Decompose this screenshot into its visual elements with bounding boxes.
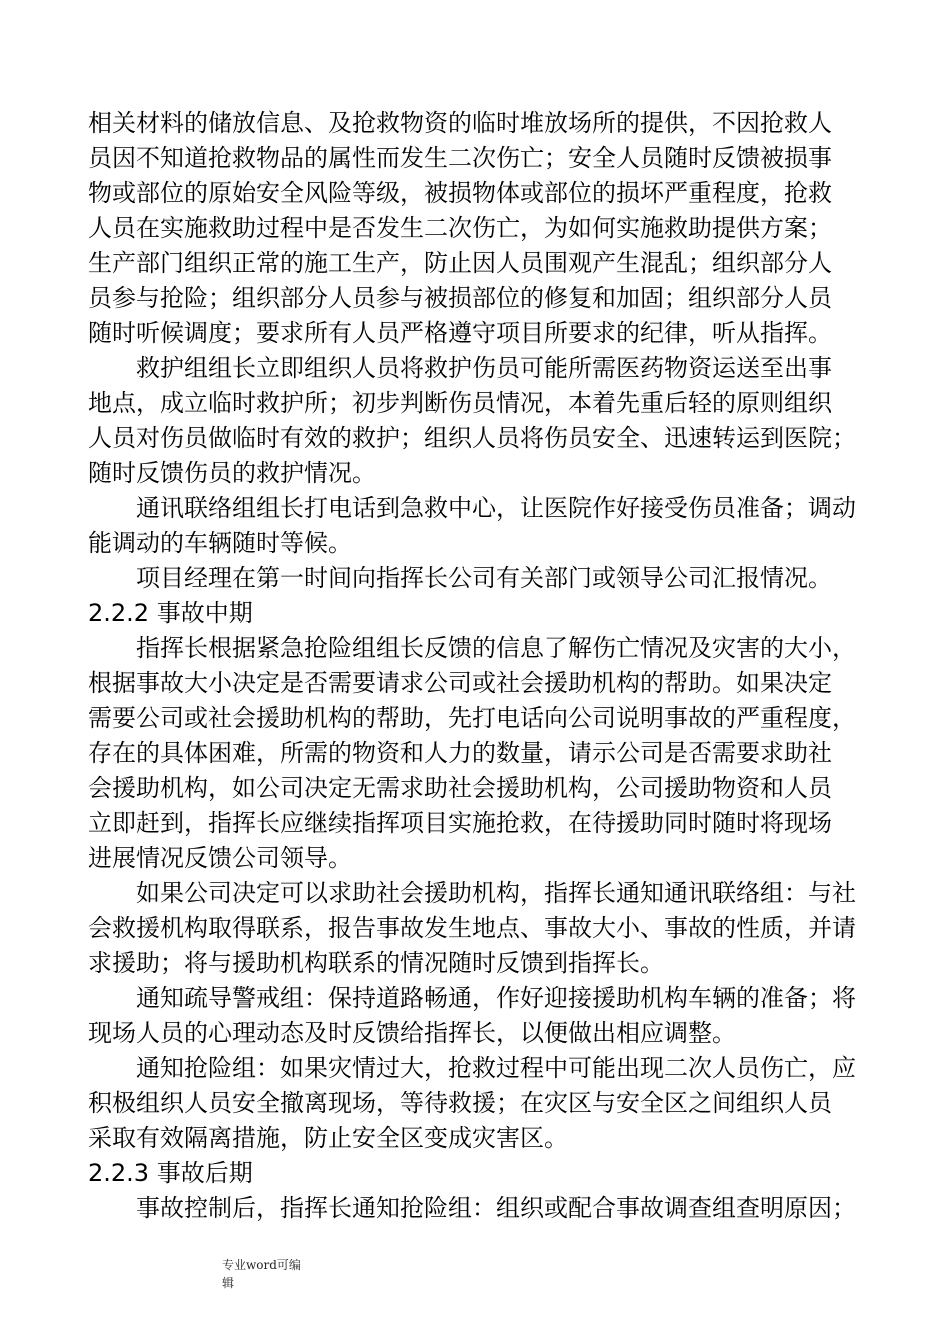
paragraph-first-line: 通讯联络组组长打电话到急救中心，让医院作好接受伤员准备；调动 — [136, 494, 856, 522]
paragraph-first-line: 指挥长根据紧急抢险组组长反馈的信息了解伤亡情况及灾害的大小， — [136, 634, 856, 662]
text-line: 根据事故大小决定是否需要请求公司或社会援助机构的帮助。如果决定 — [88, 669, 832, 697]
text-line: 现场人员的心理动态及时反馈给指挥长，以便做出相应调整。 — [88, 1019, 736, 1047]
text-line: 物或部位的原始安全风险等级，被损物体或部位的损坏严重程度，抢救 — [88, 179, 832, 207]
text-line: 能调动的车辆随时等候。 — [88, 529, 352, 557]
text-line: 会救援机构取得联系，报告事故发生地点、事故大小、事故的性质，并请 — [88, 914, 856, 942]
section-heading: 2.2.2 事故中期 — [88, 599, 253, 627]
paragraph-first-line: 通知抢险组：如果灾情过大，抢救过程中可能出现二次人员伤亡，应 — [136, 1054, 856, 1082]
section-heading: 2.2.3 事故后期 — [88, 1159, 253, 1187]
text-line: 生产部门组织正常的施工生产，防止因人员围观产生混乱；组织部分人 — [88, 249, 832, 277]
paragraph-first-line: 事故控制后，指挥长通知抢险组：组织或配合事故调查组查明原因； — [136, 1194, 856, 1222]
text-line: 随时听候调度；要求所有人员严格遵守项目所要求的纪律，听从指挥。 — [88, 319, 832, 347]
text-line: 人员对伤员做临时有效的救护；组织人员将伤员安全、迅速转运到医院； — [88, 424, 856, 452]
footer-line: 专业word可编 — [222, 1258, 301, 1272]
text-line: 进展情况反馈公司领导。 — [88, 844, 352, 872]
page-footer — [222, 1256, 332, 1292]
text-line: 求援助；将与援助机构联系的情况随时反馈到指挥长。 — [88, 949, 664, 977]
text-line: 相关材料的储放信息、及抢救物资的临时堆放场所的提供，不因抢救人 — [88, 109, 832, 137]
paragraph-first-line: 项目经理在第一时间向指挥长公司有关部门或领导公司汇报情况。 — [136, 564, 832, 592]
paragraph-first-line: 救护组组长立即组织人员将救护伤员可能所需医药物资运送至出事 — [136, 354, 832, 382]
text-line: 地点，成立临时救护所；初步判断伤员情况，本着先重后轻的原则组织 — [88, 389, 832, 417]
text-line: 立即赶到，指挥长应继续指挥项目实施抢救，在待援助同时随时将现场 — [88, 809, 832, 837]
text-line: 人员在实施救助过程中是否发生二次伤亡，为如何实施救助提供方案； — [88, 214, 832, 242]
document-body — [88, 106, 878, 1226]
text-line: 积极组织人员安全撤离现场，等待救援；在灾区与安全区之间组织人员 — [88, 1089, 832, 1117]
footer-line: 辑 — [222, 1276, 235, 1290]
text-line: 随时反馈伤员的救护情况。 — [88, 459, 376, 487]
text-line: 员因不知道抢救物品的属性而发生二次伤亡；安全人员随时反馈被损事 — [88, 144, 832, 172]
text-line: 会援助机构，如公司决定无需求助社会援助机构，公司援助物资和人员 — [88, 774, 832, 802]
paragraph-first-line: 如果公司决定可以求助社会援助机构，指挥长通知通讯联络组：与社 — [136, 879, 856, 907]
text-line: 存在的具体困难，所需的物资和人力的数量，请示公司是否需要求助社 — [88, 739, 832, 767]
paragraph-first-line: 通知疏导警戒组：保持道路畅通，作好迎接援助机构车辆的准备；将 — [136, 984, 856, 1012]
text-line: 员参与抢险；组织部分人员参与被损部位的修复和加固；组织部分人员 — [88, 284, 832, 312]
text-line: 需要公司或社会援助机构的帮助，先打电话向公司说明事故的严重程度， — [88, 704, 856, 732]
text-line: 采取有效隔离措施，防止安全区变成灾害区。 — [88, 1124, 568, 1152]
